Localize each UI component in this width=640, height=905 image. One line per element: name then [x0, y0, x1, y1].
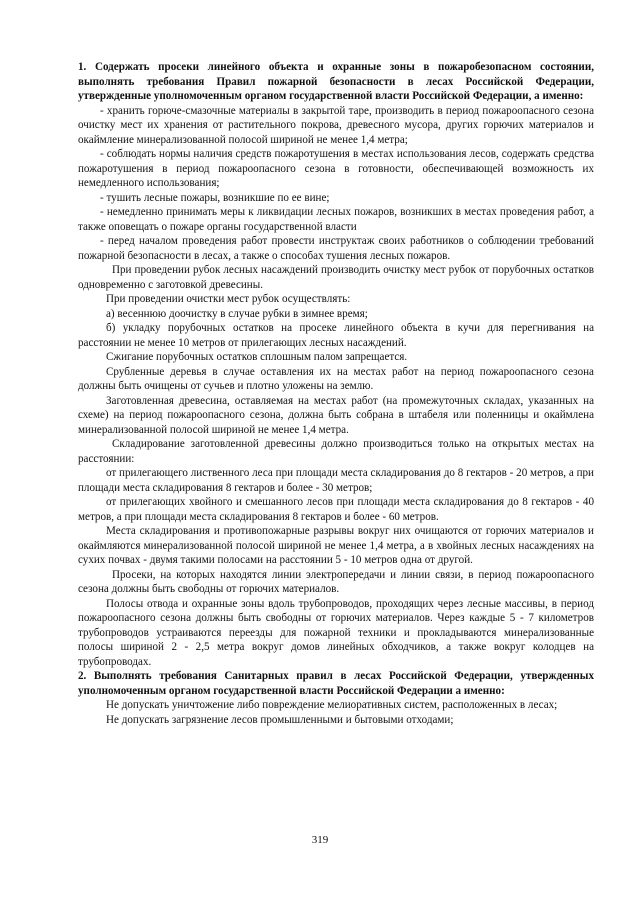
- paragraph: Заготовленная древесина, оставляемая на местах работ (на промежуточных складах, указанных на схеме) на период пожароопасного сезона, должна быть собрана в штабеля или поленницы и окаймлена минерализованной полосой шириной не менее 1,4 метра.: [78, 394, 594, 436]
- page-number: 319: [311, 834, 329, 846]
- section-1-heading: 1. Содержать просеки линейного объекта и охранные зоны в пожаробезопасном состоянии, выполнять требования Правил пожарной безопасности в лесах Российской Федерации, утвержденные уполномоченным органом государственной власти Российской Федерации, а именно:: [78, 61, 594, 102]
- document-page: [78, 60, 594, 727]
- paragraph: от прилегающего лиственного леса при площади места складирования до 8 гектаров - 20 метров, а при площади места складирования 8 гектаров и более - 30 метров;: [78, 467, 594, 494]
- paragraph: - хранить горюче-смазочные материалы в закрытой таре, производить в период пожароопасного сезона очистку мест их хранения от растительного покрова, древесного мусора, других горючих материалов и окаймление минерализованной полосой шириной не менее 1,4 метра;: [78, 104, 594, 146]
- paragraph: Складирование заготовленной древесины должно производиться только на открытых местах на расстоянии:: [78, 438, 594, 465]
- paragraph: - перед началом проведения работ провести инструктаж своих работников о соблюдении требований пожарной безопасности в лесах, а также о способах тушения лесных пожаров.: [78, 235, 594, 262]
- paragraph: Сжигание порубочных остатков сплошным палом запрещается.: [106, 351, 408, 363]
- paragraph: от прилегающих хвойного и смешанного лесов при площади места складирования до 8 гектаров - 40 метров, а при площади места складирования 8 гектаров и более - 60 метров.: [78, 496, 594, 523]
- paragraph: Просеки, на которых находятся линии электропередачи и линии связи, в период пожароопасного сезона должны быть свободны от горючих материалов.: [78, 568, 594, 595]
- paragraph: а) весеннюю доочистку в случае рубки в зимнее время;: [106, 307, 368, 320]
- paragraph: Места складирования и противопожарные разрывы вокруг них очищаются от горючих материалов и окаймляются минерализованной полосой шириной не менее 1,4 метра, а в хвойных лесных насаждениях на сухих почвах - двумя такими полосами на расстоянии 5 - 10 метров одна от другой.: [78, 525, 594, 566]
- paragraph: - немедленно принимать меры к ликвидации лесных пожаров, возникших в местах проведения работ, а также оповещать о пожаре органы государственной власти: [78, 206, 594, 233]
- paragraph: - соблюдать нормы наличия средств пожаротушения в местах использования лесов, содержать средства пожаротушения в период пожароопасного сезона в готовности, обеспечивающей возможность их немедленного использования;: [78, 148, 594, 189]
- paragraph: Полосы отвода и охранные зоны вдоль трубопроводов, проходящих через лесные массивы, в период пожароопасного сезона должны быть свободны от горючих материалов. Через каждые 5 - 7 километров трубопроводов устраиваются переезды для пожарной техники и прокладываются минерализованные полосы шириной 2 - 2,5 метра вокруг домов линейных обходчиков, а также вокруг колодцев на трубопроводах.: [78, 597, 594, 668]
- paragraph: Не допускать уничтожение либо повреждение мелиоративных систем, расположенных в лесах;: [106, 699, 558, 711]
- paragraph: Срубленные деревья в случае оставления их на местах работ на период пожароопасного сезона должны быть очищены от сучьев и плотно уложены на землю.: [78, 365, 594, 392]
- paragraph: При проведении очистки мест рубок осуществлять:: [106, 293, 351, 305]
- paragraph: - тушить лесные пожары, возникшие по ее вине;: [100, 191, 330, 204]
- paragraph: Не допускать загрязнение лесов промышленными и бытовыми отходами;: [106, 713, 454, 726]
- paragraph: б) укладку порубочных остатков на просеке линейного объекта в кучи для перегнивания на расстоянии не менее 10 метров от прилегающих лесных насаждений.: [78, 322, 594, 349]
- section-2-heading: 2. Выполнять требования Санитарных правил в лесах Российской Федерации, утвержденных уполномоченным органом государственной власти Российской Федерации а именно:: [78, 670, 594, 697]
- paragraph: При проведении рубок лесных насаждений производить очистку мест рубок от порубочных остатков одновременно с заготовкой древесины.: [78, 264, 594, 291]
